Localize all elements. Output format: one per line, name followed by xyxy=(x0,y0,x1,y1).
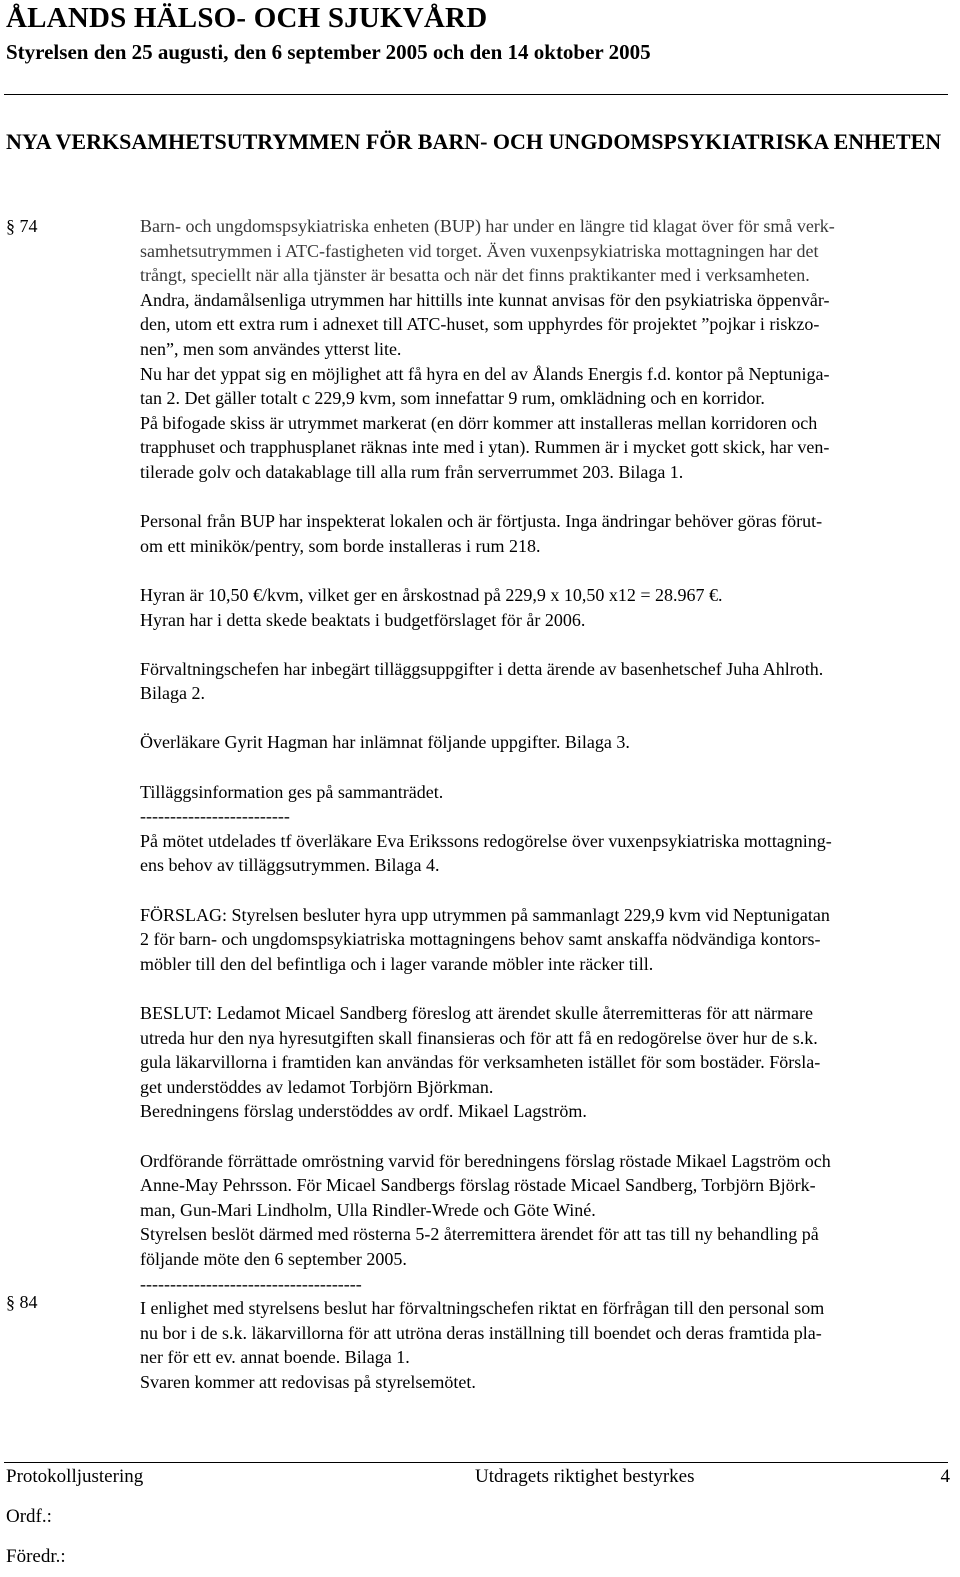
organization-title: ÅLANDS HÄLSO- OCH SJUKVÅRD xyxy=(6,2,488,34)
paragraph-nu xyxy=(140,362,946,411)
paragraph-overlakare xyxy=(140,730,946,755)
text-line: utreda hur den nya hyresutgiften skall finansieras och för att få en redogörelse över hur de s.k. xyxy=(140,1027,818,1048)
paragraph-andra xyxy=(140,288,946,362)
document-body xyxy=(140,214,946,1395)
text-line: get understöddes av ledamot Torbjörn Björkman. xyxy=(140,1076,494,1097)
text-line: 2 för barn- och ungdomspsykiatriska mottagningens behov samt anskaffa nödvändiga kontors- xyxy=(140,929,821,950)
text-line: tan 2. Det gäller totalt c 229,9 kvm, som innefattar 9 rum, omklädning och en korridor. xyxy=(140,388,765,409)
text-line: På mötet utdelades tf överläkare Eva Erikssons redogörelse över vuxenpsykiatriska mottagning- xyxy=(140,830,832,851)
text-line: gula läkarvillorna i framtiden kan användas för verksamheten istället för som bostäder. Försla- xyxy=(140,1052,821,1073)
text-line: följande möte den 6 september 2005. xyxy=(140,1248,407,1269)
text-line: Beredningens förslag understöddes av ordf. Mikael Lagström. xyxy=(140,1101,587,1122)
text-line: Barn- och ungdomspsykiatriska enheten (BUP) har under en längre tid klagat över för små verk- xyxy=(140,216,835,236)
text-line: om ett miniköк/pentry, som borde installeras i rum 218. xyxy=(140,535,541,556)
footer-protokolljustering: Protokolljustering xyxy=(6,1466,144,1487)
section-number-74: § 74 xyxy=(6,216,38,236)
paragraph-tillagg xyxy=(140,780,946,878)
section-number-84: § 84 xyxy=(6,1292,38,1312)
text-line: Nu har det yppat sig en möjlighet att få hyra en del av Ålands Energis f.d. kontor på Neptuniga- xyxy=(140,363,830,384)
text-line: trångt, speciellt när alla tjänster är besatta och när det finns praktikanter med i verksamheten. xyxy=(140,265,810,286)
paragraph-beslut xyxy=(140,1001,946,1124)
text-line: Ordförande förrättade omröstning varvid för beredningens förslag röstade Mikael Lagström och xyxy=(140,1150,831,1171)
text-line: Hyran är 10,50 €/kvm, vilket ger en årskostnad på 229,9 x 10,50 x12 = 28.967 €. xyxy=(140,584,723,605)
dashed-separator: ------------------------- xyxy=(140,806,290,827)
text-line: Styrelsen beslöt därmed med rösterna 5-2 återremittera ärendet för att tas till ny behandling på xyxy=(140,1224,819,1245)
text-line: Bilaga 2. xyxy=(140,683,205,704)
text-line: Förvaltningschefen har inbegärt tilläggsuppgifter i detta ärende av basenhetschef Juha Ahlroth. xyxy=(140,658,824,679)
text-line: I enlighet med styrelsens beslut har förvaltningschefen riktat en förfrågan till den personal som xyxy=(140,1298,825,1319)
paragraph-forslag xyxy=(140,903,946,977)
text-line: FÖRSLAG: Styrelsen besluter hyra upp utrymmen på sammanlagt 229,9 kvm vid Neptunigatan xyxy=(140,904,830,925)
dashed-separator: ------------------------------------- xyxy=(140,1273,362,1294)
text-line: Hyran har i detta skede beaktats i budgetförslaget för år 2006. xyxy=(140,609,586,630)
header-divider xyxy=(4,94,948,95)
paragraph-forvaltning xyxy=(140,657,946,706)
text-line: samhetsutrymmen i ATC-fastigheten vid torget. Även vuxenpsykiatriska mottagningen har det xyxy=(140,240,819,261)
paragraph-ordforande xyxy=(140,1149,946,1297)
meeting-subtitle: Styrelsen den 25 augusti, den 6 september 2005 och den 14 oktober 2005 xyxy=(6,40,651,64)
text-line: Andra, ändamålsenliga utrymmen har hittills inte kunnat anvisas för den psykiatriska öppenvår- xyxy=(140,289,830,310)
section-84-paragraph xyxy=(140,1296,946,1394)
text-line: Överläkare Gyrit Hagman har inlämnat följande uppgifter. Bilaga 3. xyxy=(140,732,630,753)
text-line: trapphuset och trapphusplanet räknas inte med i ytan). Rummen är i mycket gott skick, har ven- xyxy=(140,437,830,458)
text-line: På bifogade skiss är utrymmet markerat (en dörr kommer att installeras mellan korridoren och xyxy=(140,412,818,433)
footer-divider xyxy=(4,1462,948,1463)
text-line: Anne-May Pehrsson. För Micael Sandbergs förslag röstade Micael Sandberg, Torbjörn Björk- xyxy=(140,1175,816,1196)
page-number: 4 xyxy=(940,1466,950,1487)
paragraph-personal xyxy=(140,509,946,558)
footer-foredr-label: Föredr.: xyxy=(6,1546,66,1567)
text-line: nen”, men som användes ytterst lite. xyxy=(140,338,402,359)
footer-attestation: Utdragets riktighet bestyrkes xyxy=(475,1466,695,1487)
text-line: Tilläggsinformation ges på sammanträdet. xyxy=(140,781,444,802)
paragraph-skiss xyxy=(140,411,946,485)
text-line: Personal från BUP har inspekterat lokalen och är förtjusta. Inga ändringar behöver göras förut- xyxy=(140,511,823,532)
text-line: möbler till den del befintliga och i lager varande möbler inte räcker till. xyxy=(140,953,654,974)
text-line: nu bor i de s.k. läkarvillorna för att utröna deras inställning till boendet och deras framtida pla- xyxy=(140,1322,822,1343)
text-line: BESLUT: Ledamot Micael Sandberg föreslog att ärendet skulle återremitteras för att närmare xyxy=(140,1003,814,1023)
paragraph-hyra xyxy=(140,583,946,632)
text-line: tilerade golv och datakablage till alla rum från serverrummet 203. Bilaga 1. xyxy=(140,461,684,482)
section-heading: NYA VERKSAMHETSUTRYMMEN FÖR BARN- OCH UNGDOMSPSYKIATRISKA ENHETEN xyxy=(6,129,942,154)
text-line: Svaren kommer att redovisas på styrelsemötet. xyxy=(140,1371,476,1392)
text-line: den, utom ett extra rum i adnexet till ATC-huset, som upphyrdes för projektet ”pojkar i riskzo- xyxy=(140,314,820,335)
footer-ordf-label: Ordf.: xyxy=(6,1506,52,1527)
text-line: man, Gun-Mari Lindholm, Ulla Rindler-Wrede och Göte Winé. xyxy=(140,1199,596,1220)
text-line: ens behov av tilläggsutrymmen. Bilaga 4. xyxy=(140,855,440,876)
intro-paragraph xyxy=(140,214,946,288)
text-line: ner för ett ev. annat boende. Bilaga 1. xyxy=(140,1347,410,1368)
